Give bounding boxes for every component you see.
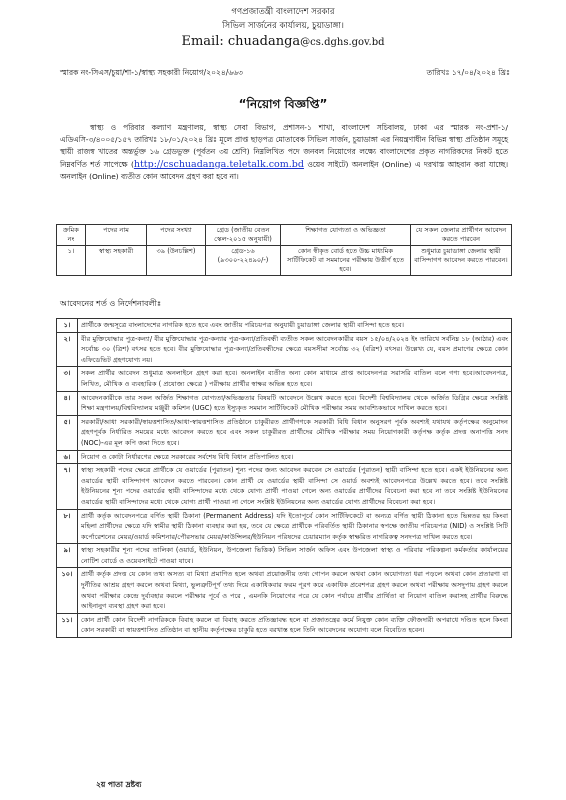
col-post-count: পদের সংখ্যা — [147, 225, 206, 246]
condition-number: ৫। — [57, 415, 78, 450]
table-row — [57, 246, 512, 276]
condition-row — [57, 415, 512, 450]
condition-row — [57, 391, 512, 415]
condition-number: ১০। — [57, 568, 78, 613]
page-title: “নিয়োগ বিজ্ঞপ্তি” — [238, 97, 328, 111]
posts-table — [56, 224, 512, 276]
condition-number: ২। — [57, 332, 78, 367]
condition-text: প্রার্থীকে জন্মসূত্রে বাংলাদেশের নাগরিক হতে হবে এবং জাতীয় পরিচয়পত্র অনুযায়ী চুয়াডাঙ্গা জেলার স্থায়ী বাসিন্দা হতে হবে। — [78, 319, 512, 333]
col-eligible-districts: যে সকল জেলার প্রার্থীগন আবেদন করতে পারবেন — [411, 225, 512, 246]
application-link[interactable]: http://cschuadanga.teletalk.com.bd — [133, 158, 304, 170]
condition-number: ১১। — [57, 613, 78, 637]
condition-text: স্বাস্থ্য সহকারী পদের ক্ষেত্রে প্রার্থীকে যে ওয়ার্ডের (পুরাতন) শূন্য পদের জন্য আবেদন করবেন সে ওয়ার্ডের (পুরাতন) স্থায়ী বাসিন্দা হতে হবে। একই ইউনিয়নের অন্য ওয়ার্ডের স্থায়ী বাসিন্দাগণ আবেদন করতে পারবেন। কোন প্রার্থী যে ওয়ার্ডের স্থায়ী বাসিন্দা সে ওয়ার্ড অবশ্যই আবেদনপত্রে উল্লেখ করতে হবে। তবে সংশ্লিষ্ট ইউনিয়নের শূন্য পদের ওয়ার্ডের স্থায়ী বাসিন্দাদের মধ্যে থেকে যোগ্য প্রার্থী পাওয়া গেলে অন্য ওয়ার্ডের প্রার্থীদের বিবেচনা করা হবে না তবে সংশ্লিষ্ট ইউনিয়নের ওয়ার্ডের স্থায়ী বাসিন্দাদের মধ্যে থেকে যোগ্য প্রার্থী পাওয়া না গেলে সংশ্লিষ্ট ইউনিয়নের অন্য ওয়ার্ডের যোগ্য প্রার্থীদের বিবেচনা করা হবে। — [78, 464, 512, 509]
col-grade: গ্রেড (জাতীয় বেতন স্কেল-২০১৫ অনুযায়ী) — [206, 225, 281, 246]
condition-number: ৪। — [57, 391, 78, 415]
condition-text: প্রার্থী কর্তৃক প্রদত্ত যে কোন তথ্য অসত্য বা মিথ্যা প্রমাণিত হলে অথবা প্রয়োজনীয় তথ্য গোপন করলে অথবা কোন অযোগ্যতা ধরা পড়লে অথবা কোন প্রতারণা বা দুর্নীতির আশ্রয় গ্রহণ করলে অথবা মিথ্যা, ভুলত্রুটিপূর্ণ তথ্য দিয়ে একাধিকবার ফরম পূরণ করে একাধিক প্রবেশপত্র গ্রহণ করলে অথবা পরীক্ষায় অসদুপায় গ্রহণ করলে অথবা পরীক্ষার কেন্দ্রে দুর্ব্যবহার করলে পরীক্ষার পূর্বে ও পরে , এমনকি নিয়োগের পরে যে কোন পর্যায়ে প্রার্থীর প্রার্থিতা বা নিয়োগ বাতিল করাসহ প্রার্থীর বিরুদ্ধে আইনানুগ ব্যবস্থা গ্রহণ করা হবে। — [78, 568, 512, 613]
col-qualification: শিক্ষাগত যোগ্যতা ও অভিজ্ঞতা — [281, 225, 411, 246]
posts-table-header — [57, 225, 512, 246]
condition-number: ৬। — [57, 450, 78, 464]
cell-qualification: কোন স্বীকৃত বোর্ড হতে উচ্চ মাধ্যমিক সার্টিফিকেট বা সমমানের পরীক্ষায় উত্তীর্ণ হতে হবে। — [281, 246, 411, 276]
condition-row — [57, 464, 512, 509]
cell-grade: গ্রেড-১৬ (৯৩০০-২২৪৯০/-) — [206, 246, 281, 276]
cell-serial: ১। — [57, 246, 86, 276]
condition-row — [57, 509, 512, 544]
conditions-title: আবেদনের শর্ত ও নির্দেশনাবলীঃ — [60, 299, 162, 308]
condition-number: ৯। — [57, 544, 78, 568]
condition-number: ৮। — [57, 509, 78, 544]
condition-text: স্বাস্থ্য সহকারীর শূন্য পদের তালিকা (ওয়ার্ড, ইউনিয়ন, উপজেলা ভিত্তিক) সিভিল সার্জন অফিস এবং উপজেলা স্বাস্থ্য ও পরিবার পরিকল্পনা কর্মকর্তার কার্যালয়ের নোটিশ বোর্ডে ও ওয়েবসাইটে পাওয়া যাবে। — [78, 544, 512, 568]
condition-text: কোন প্রার্থী কোন বিদেশী নাগরিককে বিবাহ করলে বা বিবাহ করতে প্রতিজ্ঞাবদ্ধ হলে বা প্রজাতন্ত্রের কর্মে নিযুক্ত কোন ব্যক্তি ফৌজদারী অপরাধে দণ্ডিত হলে কিংবা কোন সরকারী বা স্বায়ত্তশাসিত প্রতিষ্ঠান বা স্থানীয় কর্তৃপক্ষের চাকুরি হতে বরখাস্ত হলে তিনি আবেদনের অযোগ্য বলে বিবেচিত হবেন। — [78, 613, 512, 637]
intro-text: স্বাস্থ্য ও পরিবার কল্যাণ মন্ত্রণালয়, স্বাস্থ্য সেবা বিভাগ, প্রশাসন-১ শাখা, বাংলাদেশ সচিবালয়, ঢাকা এর স্মারক নং-প্রশা-১/এডিএসি-৩/৪০০৫/১৫৭ তারিখঃ ১৮/০১/২০২৪ খ্রিঃ মূলে প্রাপ্ত ছাড়পত্র মোতাবেক সিভিল সার্জন, চুয়াডাঙ্গা এর নিয়ন্ত্রণাধীন বিভিন্ন স্বাস্থ্য প্রতিষ্ঠান সমূহে স্থায়ী রাজস্ব খাতের অন্তর্ভুক্ত ১৬ গ্রেডভুক্ত (পূর্বতন ৩য় শ্রেণি) নিম্নলিখিত পদে জনবল নিয়োগের লক্ষ্যে বাংলাদেশের প্রকৃত নাগরিকদের নিকট হতে নিম্নবর্ণিত শর্ত সাপেক্ষে — [60, 123, 508, 169]
condition-row — [57, 319, 512, 333]
condition-text: আবেদনকারীকে তার সকল অর্জিত শিক্ষাগত যোগ্যতা/অভিজ্ঞতার বিষয়টি আবেদনে উল্লেখ করতে হবে। বিদেশী বিশ্ববিদ্যালয় থেকে অর্জিত ডিগ্রির ক্ষেত্রে সংশ্লিষ্ট শিক্ষা মন্ত্রণালয়/বিশ্ববিদ্যালয় মঞ্জুরী কমিশন (UGC) হতে ইস্যুকৃত সমমান সার্টিফিকেট মৌখিক পরীক্ষার সময় আবশ্যিকভাবে দাখিল করতে হবে। — [78, 391, 512, 415]
condition-number: ১। — [57, 319, 78, 333]
cell-post-name: স্বাস্থ্য সহকারী — [86, 246, 147, 276]
condition-row — [57, 332, 512, 367]
govt-header: গণপ্রজাতন্ত্রী বাংলাদেশ সরকার — [231, 7, 335, 17]
condition-row — [57, 450, 512, 464]
condition-text: সরকারী/আধা সরকারী/স্বায়ত্তশাসিত/আধা-স্বায়ত্তশাসিত প্রতিষ্ঠানে চাকুরীরত প্রার্থীগণকে সরকারী বিধি বিধান অনুসরণ পূর্বক অবশ্যই যথাযথ কর্তৃপক্ষের অনুমোদন গ্রহণপূর্বক নির্ধারিত সময়ের মধ্যে আবেদন করতে হবে এবং সকল চাকুরীরত প্রার্থীদের মৌখিক পরীক্ষার সময় নিয়োগকারী কর্তৃপক্ষ কর্তৃক প্রদত্ত অনাপত্তি সনদ (NOC)-এর মূল কপি জমা দিতে হবে। — [78, 415, 512, 450]
conditions-table — [56, 318, 512, 638]
cell-eligible-districts: শুধুমাত্র চুয়াডাঙ্গা জেলার স্থায়ী বাসিন্দাগণ আবেদন করতে পারবেন। — [411, 246, 512, 276]
page-continue-note: ২য় পাতা দ্রষ্টব্য — [96, 780, 142, 789]
email-domain: @cs.dghs.gov.bd — [300, 37, 385, 48]
condition-text: সকল প্রার্থীর আবেদন শুধুমাত্র অনলাইনে গ্রহণ করা হবে। অনলাইন ব্যতীত অন্য কোন মাধ্যমে প্রাপ্ত আবেদনপত্র সরাসরি বাতিল বলে গণ্য হবে।আবেদনপত্র, লিখিত, মৌখিক ও ব্যবহারিক ( প্রযোজ্য ক্ষেত্রে ) পরীক্ষায় প্রার্থীর স্বাক্ষর অভিন্ন হতে হবে। — [78, 367, 512, 391]
condition-row — [57, 544, 512, 568]
condition-text: নিয়োগ ও কোটা নির্ধারণের ক্ষেত্রে সরকারের সর্বশেষ বিধি বিধান প্রতিপালিত হবে। — [78, 450, 512, 464]
memo-ref: স্মারক নং-সিএস/চুয়া/শা-১/স্বাস্থ্য সহকারী নিয়োগ/২০২৪/৬৬৩ — [60, 68, 243, 77]
condition-text: বীর মুক্তিযোদ্ধার পুত্র-কন্যা/ বীর মুক্তিযোদ্ধার পুত্র-কন্যার পুত্র-কন্যা/প্রতিবন্ধী ব্যতীত সকল আবেদনকারীর বয়স ১৫/০৪/২০২৪ ইং তারিখে সর্বনিম্ন ১৮ (আঠার) এবং সর্বোচ্চ ৩০ (ত্রিশ) বৎসর হতে হবে। বীর মুক্তিযোদ্ধার পুত্র-কন্যা/প্রতিবন্ধীদের ক্ষেত্রে বয়সসীমা সর্বোচ্চ ৩২ (বত্রিশ) বৎসর। উল্লেখ্য যে, বয়স প্রমাণের ক্ষেত্রে কোন এফিডেভিট গ্রহণযোগ্য নয়। — [78, 332, 512, 367]
condition-row — [57, 367, 512, 391]
office-header: সিভিল সার্জনের কার্যালয়, চুয়াডাঙ্গা। — [222, 21, 344, 31]
memo-date: তারিখঃ ১৭/০৪/২০২৪ খ্রিঃ — [426, 68, 510, 77]
condition-row — [57, 568, 512, 613]
email-label: Email: chuadanga — [181, 34, 301, 49]
col-post-name: পদের নাম — [86, 225, 147, 246]
cell-post-count: ৩৯ (উনচল্লিশ) — [147, 246, 206, 276]
condition-number: ৩। — [57, 367, 78, 391]
condition-text: প্রার্থী কর্তৃক আবেদনপত্রে বর্ণিত স্থায়ী ঠিকানা (Permanent Address) যদি ইতোপূর্বে কোন সার্টিফিকেটে বা অন্যত্র বর্ণিত স্থায়ী ঠিকানা হতে ভিন্নতর হয় কিংবা মহিলা প্রার্থীদের ক্ষেত্রে যদি স্বামীর স্থায়ী ঠিকানা ব্যবহার করা হয়, তবে যে ক্ষেত্রে প্রার্থীকে পরিবর্তিত স্থায়ী ঠিকানার স্বপক্ষে জাতীয় পরিচয়পত্র (NID) ও সংশ্লিষ্ট সিটি কর্পোরেশনের মেয়র/ওয়ার্ড কমিশনার/পৌরসভার মেয়র/কাউন্সিলর/ইউনিয়ন পরিষদের চেয়ারম্যান কর্তৃক স্বাক্ষরিত নাগরিকত্ব সনদপত্র দাখিল করতে হবে। — [78, 509, 512, 544]
office-email — [0, 34, 566, 49]
intro-paragraph: স্বাস্থ্য ও পরিবার কল্যাণ মন্ত্রণালয়, স্বাস্থ্য সেবা বিভাগ, প্রশাসন-১ শাখা, বাংলাদেশ সচিবালয়, ঢাকা এর স্মারক নং-প্রশা-১/এডিএসি-৩/৪০০৫/১৫৭ তারিখঃ ১৮/০১/২০২৪ খ্রিঃ মূলে প্রাপ্ত ছাড়পত্র মোতাবেক সিভিল সার্জন, চুয়াডাঙ্গা এর নিয়ন্ত্রণাধীন বিভিন্ন স্বাস্থ্য প্রতিষ্ঠান সমূহে স্থায়ী রাজস্ব খাতের অন্তর্ভুক্ত ১৬ গ্রেডভুক্ত (পূর্বতন ৩য় শ্রেণি) নিম্নলিখিত পদে জনবল নিয়োগের লক্ষ্যে বাংলাদেশের প্রকৃত নাগরিকদের নিকট হতে নিম্নবর্ণিত শর্ত সাপেক্ষে (http://cschuadanga.teletalk.com.bd ওয়েব সাইটে) অনলাইন (Online) এ দরখাস্ত আহবান করা যাচ্ছে। অনলাইন (Online) ব্যতীত কোন আবেদন গ্রহণ করা হবে না। — [60, 123, 508, 181]
condition-number: ৭। — [57, 464, 78, 509]
condition-row — [57, 613, 512, 637]
intro-text-after: ওয়েব সাইটে) অনলাইন (Online) এ দরখাস্ত আহবান করা যাচ্ছে। অনলাইন (Online) ব্যতীত কোন আবেদন গ্রহণ করা হবে না। — [60, 159, 508, 181]
col-serial: ক্রমিক নং — [57, 225, 86, 246]
